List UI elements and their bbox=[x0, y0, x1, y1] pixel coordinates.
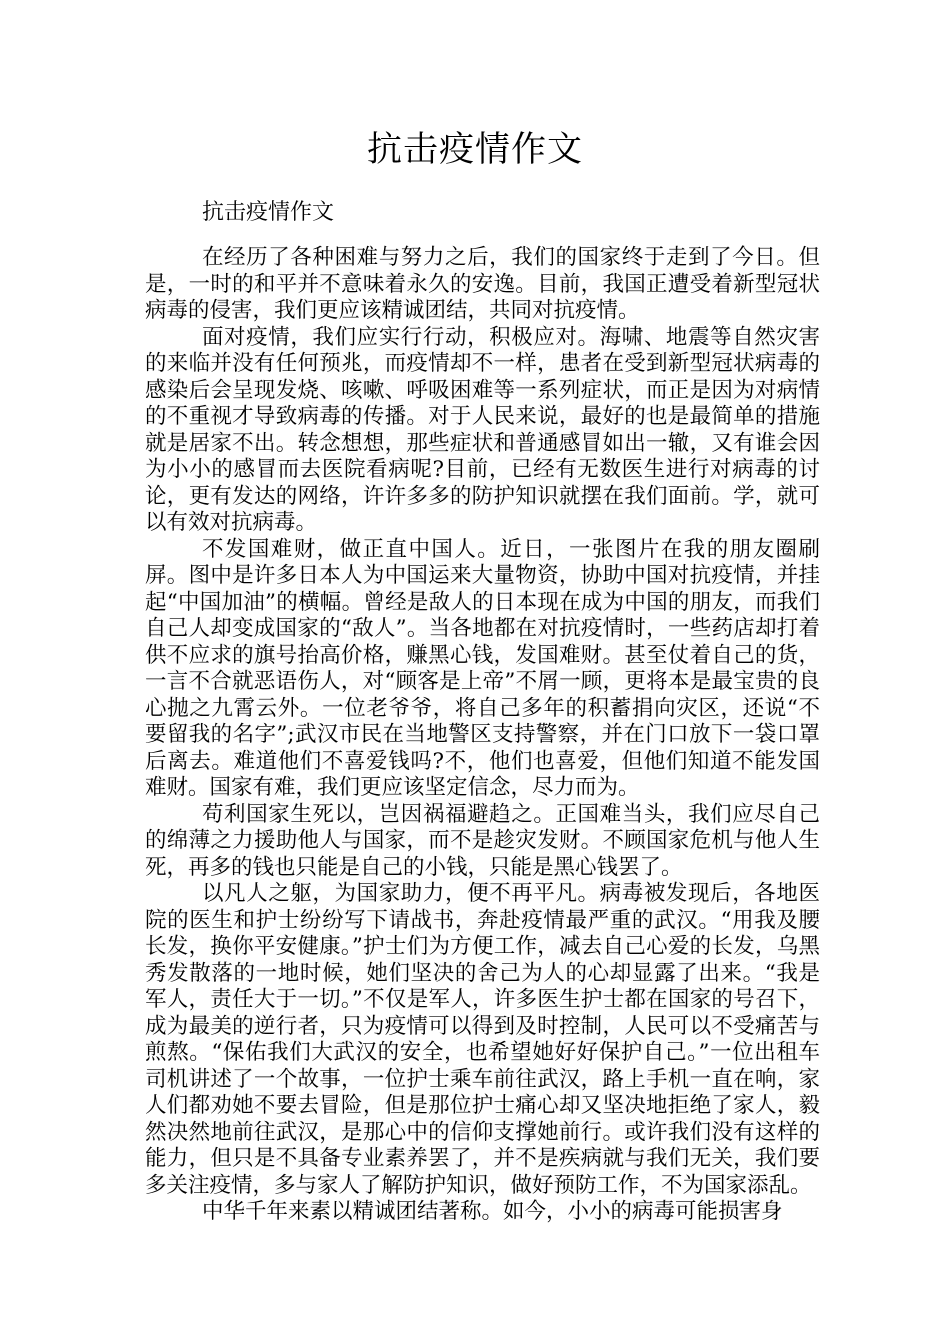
paragraph-3: 不发国难财，做正直中国人。近日，一张图片在我的朋友圈刷屏。图中是许多日本人为中国运来大量物资，协助中国对抗疫情，并挂起“中国加油”的横幅。曾经是敌人的日本现在成为中国的朋友，而我们自己人却变成国家的“敌人”。当各地都在对抗疫情时，一些药店却打着供不应求的旗号抬高价格，赚黑心钱，发国难财。甚至仗着自己的货，一言不合就恶语伤人，对“顾客是上帝”不屑一顾，更将本是最宝贵的良心抛之九霄云外。一位老爷爷，将自己多年的积蓄捐向灾区，还说“不要留我的名字”;武汉市民在当地警区支持警察，并在门口放下一袋口罩后离去。难道他们不喜爱钱吗?不，他们也喜爱，但他们知道不能发国难财。国家有难，我们更应该坚定信念，尽力而为。 bbox=[145, 536, 820, 800]
paragraph-1: 在经历了各种困难与努力之后，我们的国家终于走到了今日。但是，一时的和平并不意味着永久的安逸。目前，我国正遭受着新型冠状病毒的侵害，我们更应该精诚团结，共同对抗疫情。 bbox=[145, 245, 820, 323]
document-body bbox=[145, 245, 820, 1226]
paragraph-4: 苟利国家生死以，岂因祸福避趋之。正国难当头，我们应尽自己的绵薄之力援助他人与国家，而不是趁灾发财。不顾国家危机与他人生死，再多的钱也只能是自己的小钱，只能是黑心钱罢了。 bbox=[145, 801, 820, 880]
document-title: 抗击疫情作文 bbox=[366, 130, 583, 170]
paragraph-6: 中华千年来素以精诚团结著称。如今，小小的病毒可能损害身 bbox=[201, 1199, 783, 1224]
paragraph-5: 以凡人之躯，为国家助力，便不再平凡。病毒被发现后，各地医院的医生和护士纷纷写下请战书，奔赴疫情最严重的武汉。“用我及腰长发，换你平安健康。”护士们为方便工作，减去自己心爱的长发，乌黑秀发散落的一地时候，她们坚决的舍己为人的心却显露了出来。“我是军人，责任大于一切。”不仅是军人，许多医生护士都在国家的号召下，成为最美的逆行者，只为疫情可以得到及时控制，人民可以不受痛苦与煎熬。“保佑我们大武汉的安全，也希望她好好保护自己。”一位出租车司机讲述了一个故事，一位护士乘车前往武汉，路上手机一直在响，家人们都劝她不要去冒险，但是那位护士痛心却又坚决地拒绝了家人，毅然决然地前往武汉，是那心中的信仰支撑她前行。或许我们没有这样的能力，但只是不具备专业素养罢了，并不是疾病就与我们无关，我们要多关注疫情，多与家人了解防护知识，做好预防工作，不为国家添乱。 bbox=[145, 881, 820, 1198]
paragraph-2: 面对疫情，我们应实行行动，积极应对。海啸、地震等自然灾害的来临并没有任何预兆，而疫情却不一样，患者在受到新型冠状病毒的感染后会呈现发烧、咳嗽、呼吸困难等一系列症状，而正是因为对病情的不重视才导致病毒的传播。对于人民来说，最好的也是最简单的措施就是居家不出。转念想想，那些症状和普通感冒如出一辙，又有谁会因为小小的感冒而去医院看病呢?目前，已经有无数医生进行对病毒的讨论，更有发达的网络，许许多多的防护知识就摆在我们面前。学，就可以有效对抗病毒。 bbox=[145, 324, 820, 535]
document-subtitle: 抗击疫情作文 bbox=[202, 200, 335, 225]
